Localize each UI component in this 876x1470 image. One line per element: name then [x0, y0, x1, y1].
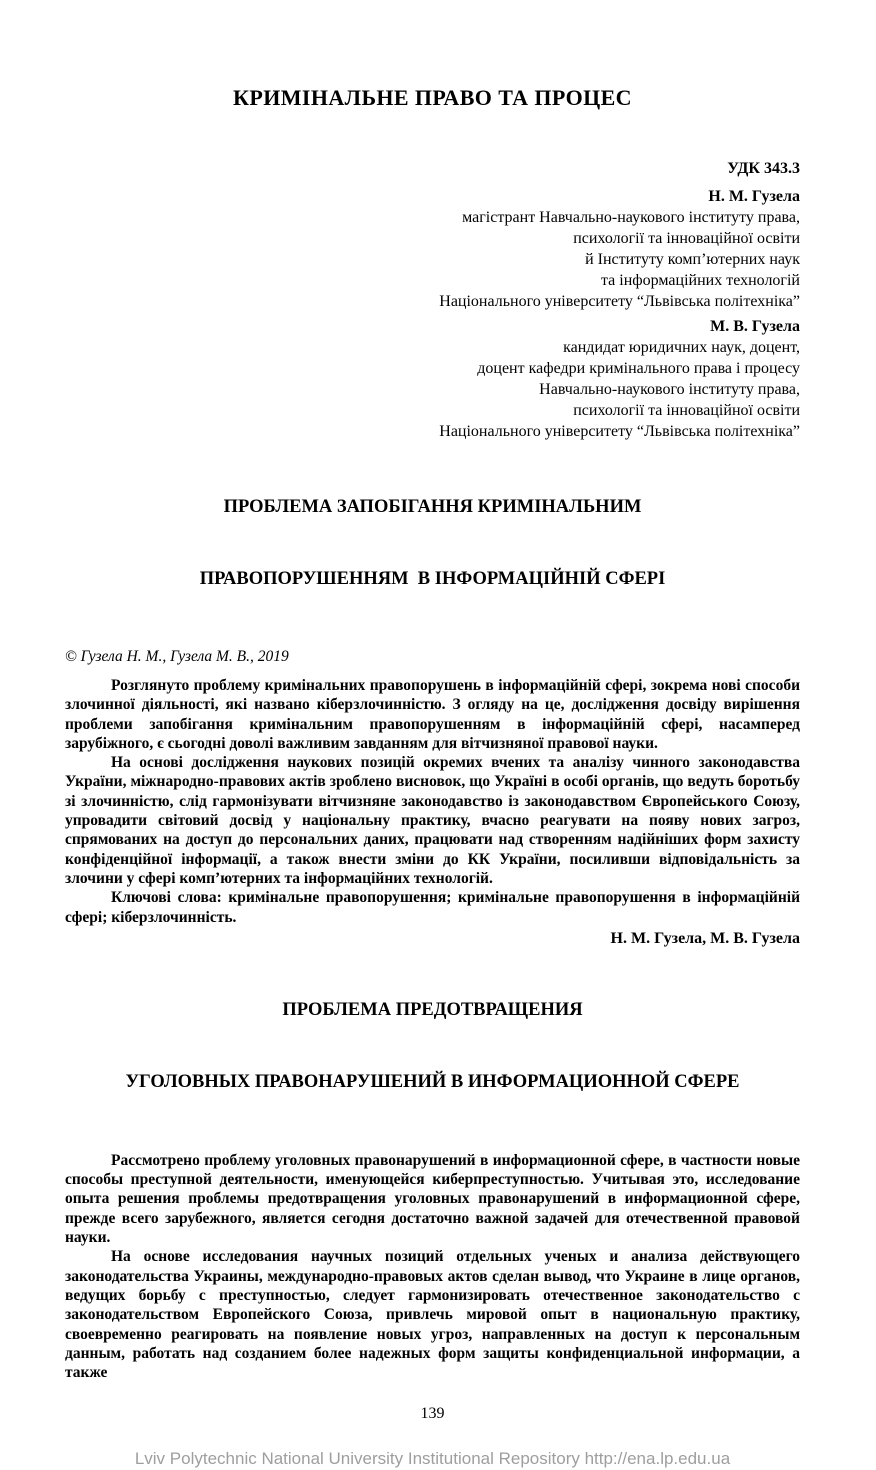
article-title-ru-line2: УГОЛОВНЫХ ПРАВОНАРУШЕНИЙ В ИНФОРМАЦИОННОЙ СФЕРЕ — [125, 1071, 740, 1092]
copyright-line: © Гузела Н. М., Гузела М. В., 2019 — [65, 648, 289, 665]
repository-footer: Lviv Polytechnic National University Institutional Repository http://ena.lp.edu.ua — [134, 1449, 731, 1469]
article-title-ua-line2: ПРАВОПОРУШЕННЯМ В ІНФОРМАЦІЙНІЙ СФЕРІ — [199, 569, 666, 589]
abstract-ua-paragraph-2: На основі дослідження наукових позицій окремих вчених та аналізу чинного законодавства України, міжнародно-правових актів зроблено висновок, що Україні в особі органів, що ведуть боротьбу зі злочинністю, слід гармонізувати вітчизняне законодавство із законодавством Європейського Союзу, упровадити світовий досвід у національну практику, вчасно реагувати на появу нових загроз, спрямованих на доступ до персональних даних, працювати над створенням надійніших форм захисту конфіденційної інформації, а також внести зміни до КК України, посиливши відповідальність за злочини у сфері комп’ютерних та інформаційних технологій. — [65, 754, 800, 887]
udc-code: УДК 343.3 — [727, 160, 800, 177]
affiliation-line: та інформаційних технологій — [600, 272, 800, 289]
article-title-ru — [65, 950, 800, 1142]
affiliation-line: Національного університету “Львівська політехніка” — [439, 423, 800, 440]
article-title-ua — [65, 447, 800, 639]
affiliation-line: й Інституту комп’ютерних наук — [585, 251, 800, 268]
author-name: Н. М. Гузела — [708, 188, 800, 205]
abstract-ua — [65, 676, 800, 927]
page-number: 139 — [420, 1405, 445, 1423]
abstract-ru-paragraph-1: Рассмотрено проблему уголовных правонарушений в информационной сфере, в частности новые способы преступной деятельности, именующейся киберпреступностью. Учитывая это, исследование опыта решения проблемы предотвращения уголовных правонарушений в информационной сфере, прежде всего зарубежного, является сегодня достаточно важной задачей для отечественной правовой науки. — [65, 1151, 800, 1247]
article-title-ru-line1: ПРОБЛЕМА ПРЕДОТВРАЩЕНИЯ — [282, 999, 583, 1020]
affiliation-line: Національного університету “Львівська політехніка” — [439, 293, 800, 310]
affiliation-line: кандидат юридичних наук, доцент, — [563, 339, 800, 356]
author-block-2 — [65, 316, 800, 442]
authors-byline: Н. М. Гузела, М. В. Гузела — [610, 929, 800, 947]
section-heading: КРИМІНАЛЬНЕ ПРАВО ТА ПРОЦЕС — [233, 85, 632, 110]
affiliation-line: Навчально-наукового інституту права, — [539, 381, 800, 398]
affiliation-line: доцент кафедри кримінального права і процесу — [477, 360, 800, 377]
affiliation-line: психології та інноваційної освіти — [573, 402, 800, 419]
abstract-ua-paragraph-1: Розглянуто проблему кримінальних правопорушень в інформаційній сфері, зокрема нові способи злочинної діяльності, які названо кіберзлочинністю. З огляду на це, дослідження досвіду вирішення проблеми запобігання кримінальним правопорушенням в інформаційній сфері, насамперед зарубіжного, є сьогодні доволі важливим завданням для вітчизняної правової науки. — [65, 677, 800, 752]
keywords-paragraph: Ключові слова: кримінальне правопорушення; кримінальне правопорушення в інформаційній сфері; кіберзлочинність. — [65, 889, 800, 926]
abstract-ru — [65, 1151, 800, 1383]
author-name: М. В. Гузела — [710, 318, 800, 335]
article-title-ua-line1: ПРОБЛЕМА ЗАПОБІГАННЯ КРИМІНАЛЬНИМ — [223, 497, 642, 517]
affiliation-line: магістрант Навчально-наукового інституту права, — [462, 209, 800, 226]
affiliation-line: психології та інноваційної освіти — [573, 230, 800, 247]
abstract-ru-paragraph-2: На основе исследования научных позиций отдельных ученых и анализа действующего законодательства Украины, международно-правовых актов сделан вывод, что Украине в лице органов, ведущих борьбу с преступностью, следует гармонизировать отечественное законодательство с законодательством Европейского Союза, привлечь мировой опыт в национальную практику, своевременно реагировать на появление новых угроз, направленных на доступ к персональным данным, работать над созданием более надежных форм защиты конфиденциальной информации, а также — [65, 1248, 800, 1382]
author-block-1 — [65, 186, 800, 312]
